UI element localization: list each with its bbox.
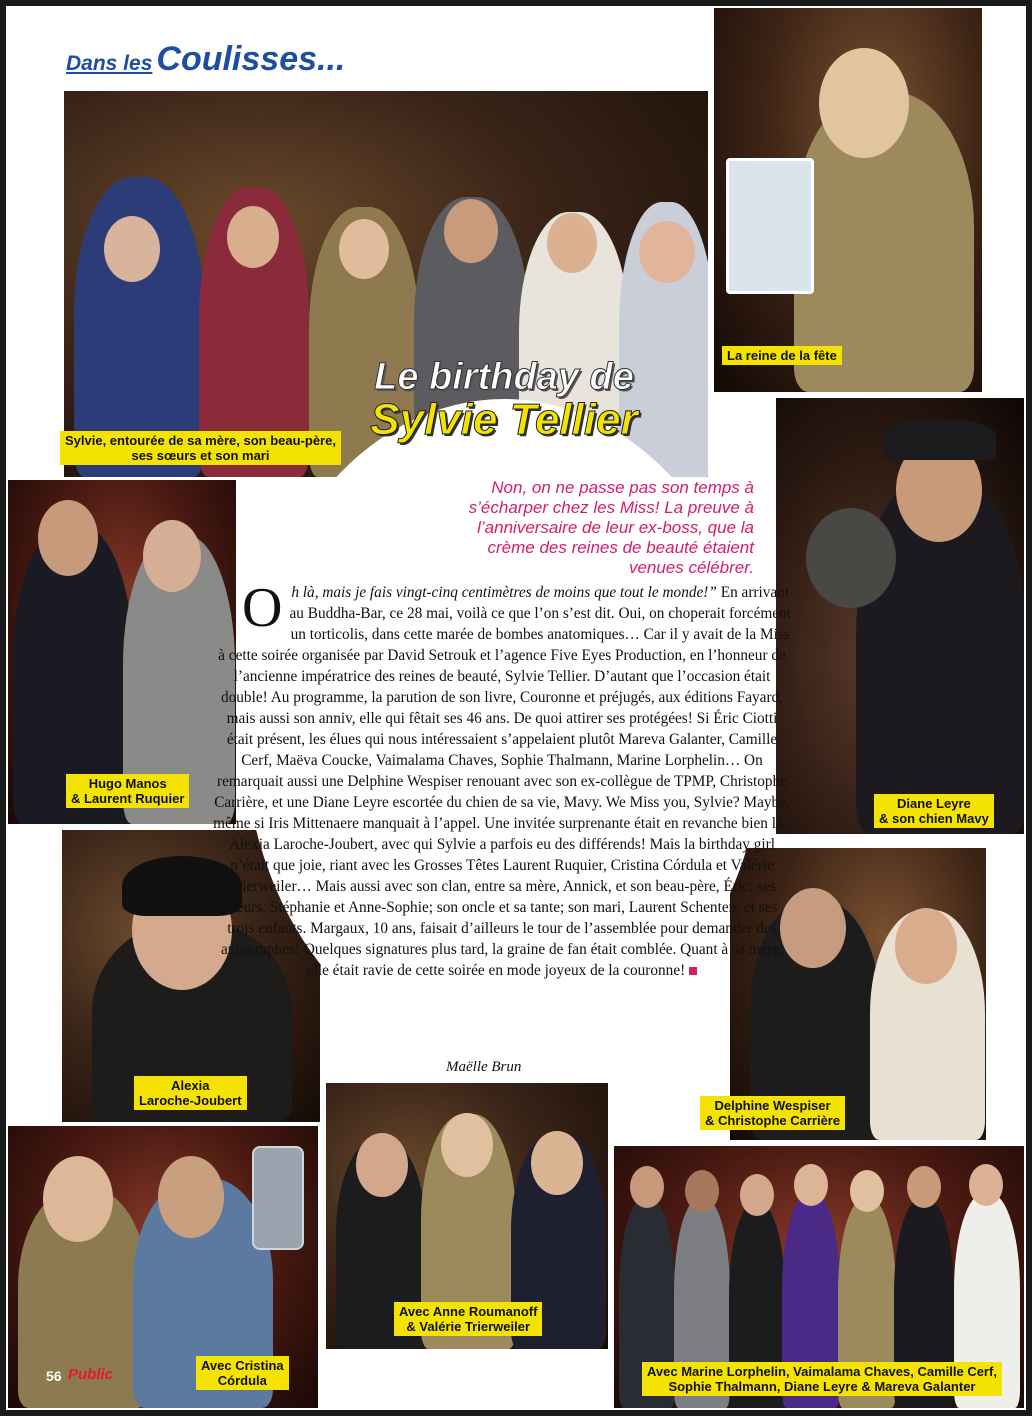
- caption-family-line1: Sylvie, entourée de sa mère, son beau-père,: [65, 433, 336, 448]
- caption-alexia-line1: Alexia: [171, 1078, 210, 1093]
- caption-cristina: [196, 1356, 289, 1390]
- caption-delphine-line2: & Christophe Carrière: [705, 1113, 841, 1128]
- caption-alexia: [134, 1076, 247, 1110]
- photo-reine: [712, 6, 984, 394]
- caption-group-line2: Sophie Thalmann, Diane Leyre & Mareva Galanter: [668, 1379, 976, 1394]
- caption-delphine-line1: Delphine Wespiser: [714, 1098, 831, 1113]
- article-body: [212, 577, 792, 981]
- caption-family: [60, 431, 341, 465]
- caption-delphine-christophe: [700, 1096, 845, 1130]
- article-author: Maëlle Brun: [446, 1059, 522, 1075]
- caption-family-line2: ses sœurs et son mari: [131, 448, 270, 463]
- caption-cristina-line1: Avec Cristina: [201, 1358, 284, 1373]
- article-text: En arrivant au Buddha-Bar, ce 28 mai, voilà ce que l’on s’est dit. Oui, on choperait forcément un torticolis, dans cette marée de bombes anatomiques… Car il y avait de la Miss à cette soirée organisée par David Setrouk et l’agence Five Eyes Production, en l’honneur de l’ancienne impératrice des reines de beauté, Sylvie Tellier. D’autant que l’occasion était double! Au programme, la parution de son livre, Couronne et préjugés, aux éditions Fayard, mais aussi son anniv, elle qui fêtait ses 46 ans. De quoi attirer ses protégées! Si Éric Ciotti était présent, les élues qui nous intéressaient s’appelaient plutôt Mareva Galanter, Camille Cerf, Maëva Coucke, Vaimalama Chaves, Sophie Thalmann, Marine Lorphelin… On remarquait aussi une Delphine Wespiser renouant avec son ex-collègue de TPMP, Christophe Carrière, et une Diane Leyre escortée du chien de sa vie, Mavy. We Miss you, Sylvie? Maybe, même si Iris Mittenaere manquait à l’appel. Une invitée surprenante était en revanche bien là : Alexia Laroche-Joubert, avec qui Sylvie a parfois eu des différends! Mais la birthday girl n’était que joie, riant avec les Grosses Têtes Laurent Ruquier, Cristina Córdula et Valérie Trierweiler… Mais aussi avec son clan, entre sa mère, Annick, et son beau-père, Éric; ses sœurs, Stéphanie et Anne-Sophie; son oncle et sa tante; son mari, Laurent Schenten, et ses trois enfants. Margaux, 10 ans, faisait d’ailleurs le tour de l’assemblée pour demander des autographes! Quelques signatures plus tard, la graine de fan était comblée. Quant à sa mère, elle était ravie de cette soirée en mode joyeux de la couronne!: [213, 584, 791, 979]
- section-header: [66, 40, 345, 79]
- section-header-prefix: Dans les: [66, 52, 153, 75]
- caption-diane-line2: & son chien Mavy: [879, 811, 989, 826]
- caption-hugo-line2: & Laurent Ruquier: [71, 791, 185, 806]
- photo-diane: [774, 396, 1026, 836]
- magazine-logo: Public: [68, 1366, 114, 1383]
- article-intro: Non, on ne passe pas son temps à s’écharper chez les Miss! La preuve à l’anniversaire de leur ex-boss, que la crème des reines de beauté étaient venues célébrer.: [468, 478, 754, 577]
- caption-anne-line2: & Valérie Trierweiler: [406, 1319, 530, 1334]
- caption-reine: La reine de la fête: [722, 346, 842, 365]
- section-header-title: Coulisses...: [156, 40, 346, 78]
- caption-hugo-line1: Hugo Manos: [88, 776, 167, 791]
- magazine-page: [6, 6, 1026, 1410]
- end-mark-icon: [689, 967, 697, 975]
- caption-alexia-line2: Laroche-Joubert: [139, 1093, 242, 1108]
- caption-hugo-laurent: [66, 774, 189, 808]
- caption-diane-line1: Diane Leyre: [897, 796, 971, 811]
- article-dropcap: O: [242, 577, 283, 639]
- caption-anne-line1: Avec Anne Roumanoff: [399, 1304, 538, 1319]
- article-title-line2: Sylvie Tellier: [370, 395, 638, 444]
- caption-diane: [874, 794, 994, 828]
- article-quote: h là, mais je fais vingt-cinq centimètres de moins que tout le monde!”: [291, 584, 717, 601]
- caption-anne-valerie: [394, 1302, 542, 1336]
- page-number: 56: [46, 1368, 62, 1384]
- caption-cristina-line2: Córdula: [217, 1373, 267, 1388]
- article-title-line1: Le birthday de: [374, 356, 634, 398]
- caption-group: [642, 1362, 1002, 1396]
- caption-group-line1: Avec Marine Lorphelin, Vaimalama Chaves, Camille Cerf,: [647, 1364, 997, 1379]
- article-title: [344, 358, 664, 442]
